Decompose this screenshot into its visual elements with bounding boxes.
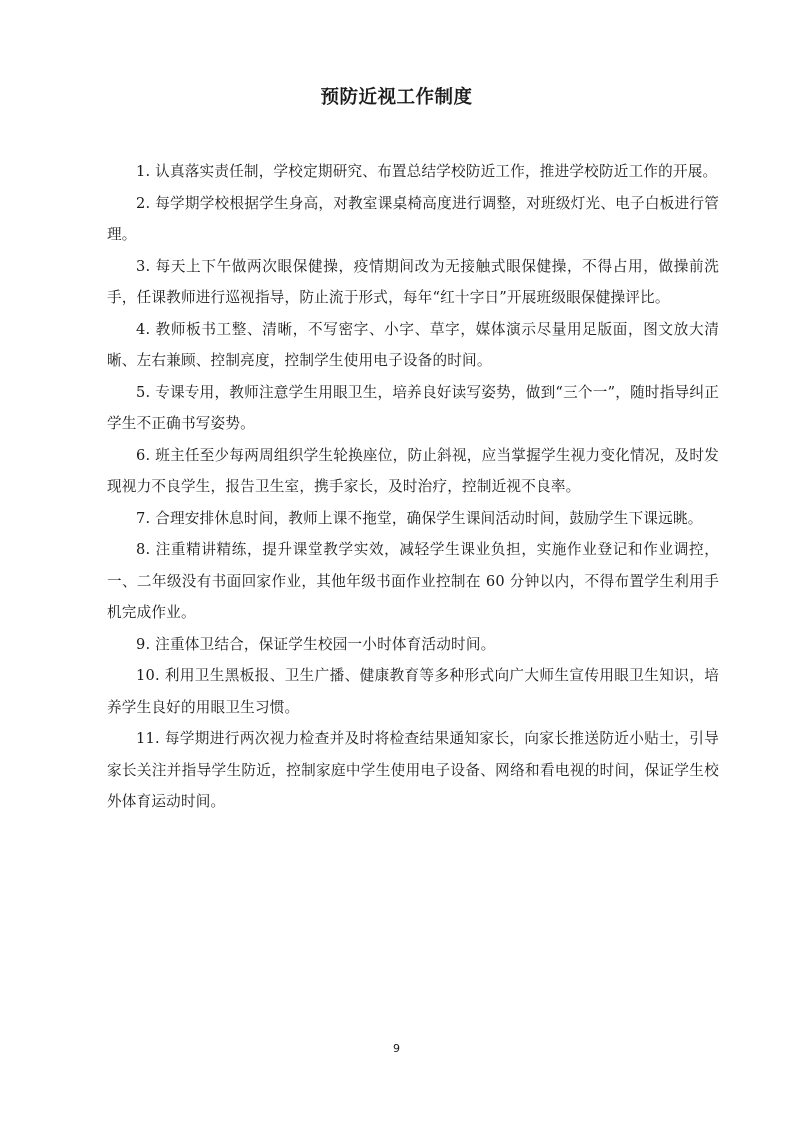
- paragraph-9: 9. 注重体卫结合，保证学生校园一小时体育活动时间。: [136, 635, 496, 653]
- paragraph-7: 7. 合理安排休息时间，教师上课不拖堂，确保学生课间活动时间，鼓励学生下课远眺。: [136, 509, 703, 527]
- paragraph-8: 8. 注重精讲精练，提升课堂教学实效，减轻学生课业负担，实施作业登记和作业调控，一、二年级没有书面回家作业，其他年级书面作业控制在 60 分钟以内，不得布置学生利用手机完成作业。: [107, 541, 719, 621]
- document-title: 预防近视工作制度: [320, 87, 473, 108]
- page-number: 9: [393, 1042, 400, 1055]
- paragraph-1: 1. 认真落实责任制，学校定期研究、布置总结学校防近工作，推进学校防近工作的开展。: [136, 163, 718, 180]
- paragraph-11: 11. 每学期进行两次视力检查并及时将检查结果通知家长，向家长推送防近小贴士，引导家长关注并指导学生防近，控制家庭中学生使用电子设备、网络和看电视的时间，保证学生校外体育运动时间。: [107, 730, 719, 810]
- paragraph-3: 3. 每天上下午做两次眼保健操，疫情期间改为无接触式眼保健操，不得占用，做操前洗手，任课教师进行巡视指导，防止流于形式，每年“红十字日”开展班级眼保健操评比。: [107, 257, 719, 306]
- paragraph-4: 4. 教师板书工整、清晰，不写密字、小字、草字，媒体演示尽量用足版面，图文放大清晰、左右兼顾、控制亮度，控制学生使用电子设备的时间。: [107, 320, 719, 369]
- paragraph-2: 2. 每学期学校根据学生身高，对教室课桌椅高度进行调整，对班级灯光、电子白板进行管理。: [107, 194, 719, 243]
- paragraph-6: 6. 班主任至少每两周组织学生轮换座位，防止斜视，应当掌握学生视力变化情况，及时发现视力不良学生，报告卫生室，携手家长，及时治疗，控制近视不良率。: [107, 446, 719, 495]
- paragraph-10: 10. 利用卫生黑板报、卫生广播、健康教育等多种形式向广大师生宣传用眼卫生知识，培养学生良好的用眼卫生习惯。: [107, 667, 719, 716]
- document-body: [107, 156, 719, 818]
- paragraph-5: 5. 专课专用，教师注意学生用眼卫生，培养良好读写姿势，做到“三个一”，随时指导纠正学生不正确书写姿势。: [107, 383, 719, 432]
